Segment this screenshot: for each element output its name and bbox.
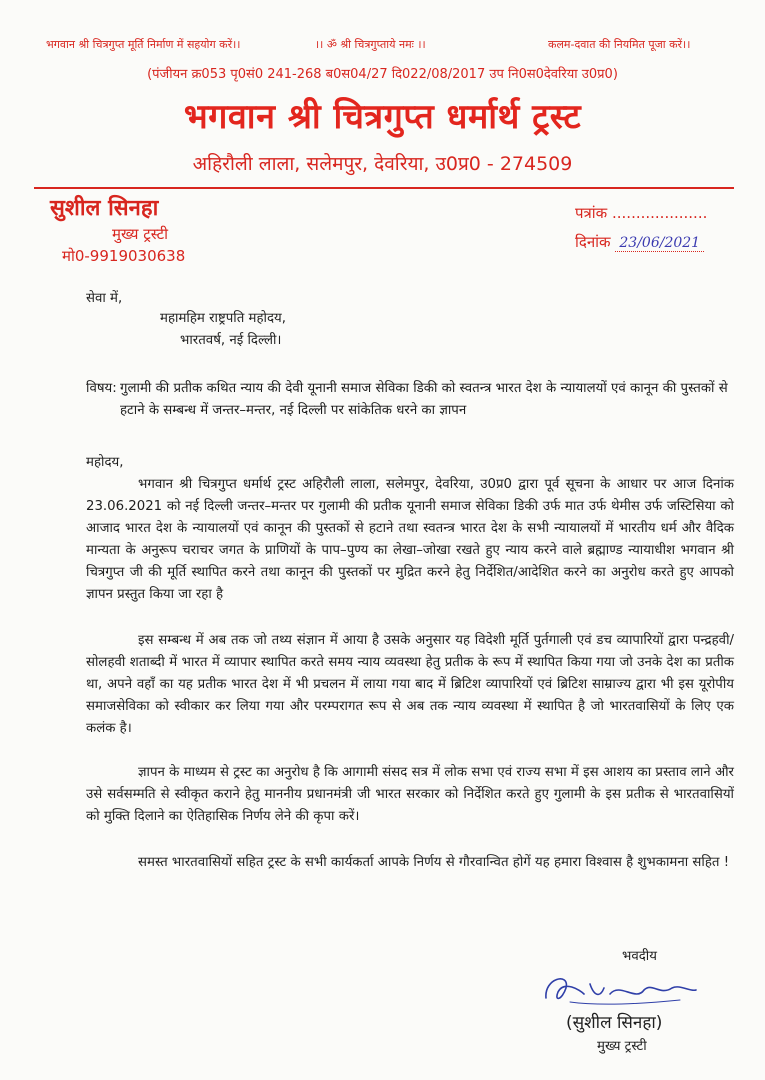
- header-divider: [34, 187, 734, 189]
- paragraph-3: ज्ञापन के माध्यम से ट्रस्ट का अनुरोध है कि आगामी संसद सत्र में लोक सभा एवं राज्य सभा में इस आशय का प्रस्ताव लाने और उसे सर्वसम्मति से स्वीकृत कराने हेतु माननीय प्रधानमंत्री जी भारत सरकार को निर्देशित करते हुए गुलामी के इस प्रतीक से भारतवासियों को मुक्ति दिलाने का ऐतिहासिक निर्णय लेने की कृपा करें।: [86, 765, 734, 824]
- paragraph-1: भगवान श्री चित्रगुप्त धर्मार्थ ट्रस्ट अहिरौली लाला, सलेमपुर, देवरिया, उ0प्र0 द्वारा पूर्व सूचना के आधार पर आज दिनांक 23.06.2021 को नई दिल्ली जन्तर–मन्तर पर गुलामी की प्रतीक यूनानी समाज सेविका डिकी उर्फ मात उर्फ थेमीस उर्फ जस्टिसिया को आजाद भारत देश के न्यायालयों एवं कानून की पुस्तकों से हटाने तथा स्वतन्त्र भारत देश के सभी न्यायालयों में भारतीय धर्म और वैदिक मान्यता के अनुरूप चराचर जगत के प्राणियों के पाप–पुण्य का लेखा–जोखा रखते हुए न्याय करने वाले ब्रह्माण्ड न्यायाधीश भगवान श्री चित्रगुप्त जी की मूर्ति स्थापित करने तथा कानून की पुस्तकों पर मुद्रित करने हेतु निर्देशित/आदेशित करने का अनुरोध करते हुए आपको ज्ञापन प्रस्तुत किया जा रहा है: [86, 477, 734, 602]
- paragraph-2: इस सम्बन्ध में अब तक जो तथ्य संज्ञान में आया है उसके अनुसार यह विदेशी मूर्ति पुर्तगाली एवं डच व्यापारियों द्वारा पन्द्रहवी/सोलहवी शताब्दी में भारत में व्यापार स्थापित करते समय न्याय व्यवस्था हेतु प्रतीक के रूप में स्थापित किया गया जो उनके देश का प्रतीक था, अपने वहाँ का यह प्रतीक भारत देश में भी प्रचलन में लाया गया बाद में ब्रिटिश व्यापारियों एवं ब्रिटिश साम्राज्य द्वारा भी इस यूरोपीय समाजसेविका को स्वीकार कर लिया गया और परम्परागत रूप से अब तक न्याय व्यवस्था में स्थापित है जो भारतवासियों के लिए एक कलंक है।: [86, 633, 734, 736]
- recipient: महामहिम राष्ट्रपति महोदय,: [160, 311, 286, 326]
- header-motto-right: कलम-दवात की नियमित पूजा करें।।: [548, 38, 691, 51]
- signature-designation: मुख्य ट्रस्टी: [597, 1039, 647, 1054]
- trust-name-heading: भगवान श्री चित्रगुप्त धर्मार्थ ट्रस्ट: [183, 97, 582, 137]
- reference-label: पत्रांक: [575, 204, 608, 222]
- header-motto-left: भगवान श्री चित्रगुप्त मूर्ति निर्माण में सहयोग करें।।: [46, 38, 241, 51]
- header-invocation: ।। ॐ श्री चित्रगुप्ताये नमः ।।: [315, 38, 426, 51]
- to-line: सेवा में,: [86, 291, 123, 306]
- paragraph-4: समस्त भारतवासियों सहित ट्रस्ट के सभी कार्यकर्ता आपके निर्णय से गौरवान्वित होगें यह हमारा विश्वास है शुभकामना सहित !: [138, 855, 730, 870]
- salutation: महोदय,: [86, 455, 124, 470]
- trustee-designation: मुख्य ट्रस्टी: [112, 225, 169, 243]
- subject-text: गुलामी की प्रतीक कथित न्याय की देवी यूनानी समाज सेविका डिकी को स्वतन्त्र भारत देश के न्यायालयों एवं कानून की पुस्तकों से हटाने के सम्बन्ध में जन्तर–मन्तर, नई दिल्ली पर सांकेतिक धरने का ज्ञापन: [120, 381, 728, 418]
- trustee-mobile: मो0-9919030638: [62, 247, 186, 265]
- trust-address: अहिरौली लाला, सलेमपुर, देवरिया, उ0प्र0 - 274509: [192, 153, 573, 175]
- date-field: [575, 232, 704, 252]
- closing: भवदीय: [622, 949, 657, 964]
- signature-name: (सुशील सिनहा): [566, 1013, 663, 1033]
- reference-field: [575, 203, 707, 223]
- signature-scribble-icon: [540, 966, 700, 1016]
- recipient-place: भारतवर्ष, नई दिल्ली।: [180, 333, 282, 348]
- reference-value: ....................: [612, 204, 708, 222]
- trustee-name: सुशील सिनहा: [50, 196, 159, 221]
- date-value: 23/06/2021: [615, 235, 704, 252]
- registration-line: (पंजीयन क्र053 पृ0सं0 241-268 ब0स04/27 दि022/08/2017 उप नि0स0देवरिया उ0प्र0): [147, 67, 618, 82]
- subject-label: विषय:: [86, 381, 117, 396]
- date-label: दिनांक: [575, 233, 611, 251]
